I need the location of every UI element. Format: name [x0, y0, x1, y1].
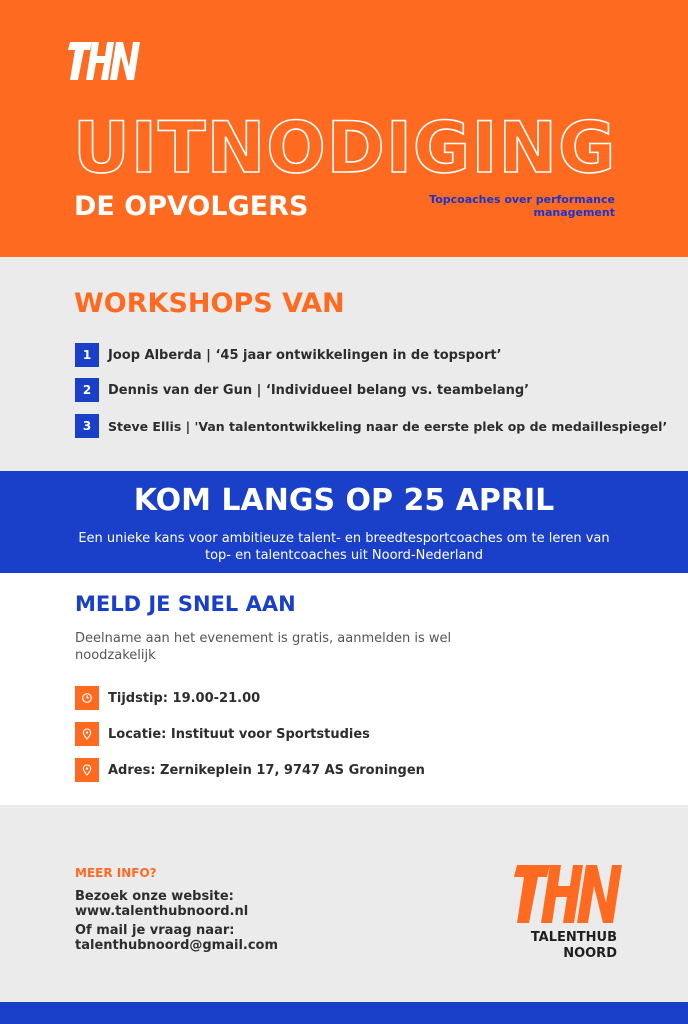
location-pin-icon: [75, 722, 99, 746]
header-banner: [0, 0, 688, 257]
address-text: Adres: Zernikeplein 17, 9747 AS Groningen: [108, 762, 425, 778]
bottom-bar: [0, 1002, 688, 1024]
talenthub-logo: [514, 864, 622, 924]
time-text: Tijdstip: 19.00-21.00: [108, 690, 261, 706]
detail-address: [75, 758, 425, 782]
thn-logo: [68, 41, 140, 81]
workshops-section: [0, 257, 688, 471]
clock-icon: [75, 686, 99, 710]
location-text: Locatie: Instituut voor Sportstudies: [108, 726, 370, 742]
workshop-item: [75, 378, 529, 402]
event-subtitle: DE OPVOLGERS: [74, 191, 309, 222]
detail-time: [75, 686, 260, 710]
mail-label: Of mail je vraag naar:: [75, 923, 235, 938]
register-section: [0, 573, 688, 805]
location-pin-icon: [75, 758, 99, 782]
date-description: Een unieke kans voor ambitieuze talent- en breedtesportcoaches om te leren van top- en talentcoaches uit Noord-Nederland: [78, 531, 610, 563]
workshop-title: Steve Ellis | 'Van talentontwikkeling naar de eerste plek op de medaillespiegel’: [108, 418, 668, 434]
workshop-number-badge: 3: [75, 414, 99, 438]
workshop-title: Joop Alberda | ‘45 jaar ontwikkelingen in de topsport’: [108, 347, 502, 363]
date-title: KOM LANGS OP 25 APRIL: [133, 483, 555, 518]
email-link[interactable]: talenthubnoord@gmail.com: [75, 938, 279, 953]
workshops-heading: WORKSHOPS VAN: [74, 288, 345, 319]
detail-location: [75, 722, 370, 746]
workshop-title: Dennis van der Gun | ‘Individueel belang vs. teambelang’: [108, 382, 530, 398]
date-banner: [0, 471, 688, 573]
workshop-item: [75, 414, 667, 438]
website-link[interactable]: www.talenthubnoord.nl: [75, 904, 249, 919]
brand-name-line2: NOORD: [563, 946, 617, 961]
workshop-number-badge: 2: [75, 378, 99, 402]
register-heading: MELD JE SNEL AAN: [75, 592, 296, 616]
more-info-heading: MEER INFO?: [75, 866, 157, 880]
workshop-item: [75, 343, 502, 367]
event-tagline: Topcoaches over performance management: [429, 193, 615, 219]
register-description: Deelname aan het evenement is gratis, aanmelden is wel noodzakelijk: [75, 631, 452, 663]
brand-name-line1: TALENTHUB: [530, 930, 617, 945]
footer-section: [0, 805, 688, 1002]
workshop-number-badge: 1: [75, 343, 99, 367]
invitation-title: UITNODIGING: [73, 107, 617, 189]
website-label: Bezoek onze website:: [75, 889, 234, 904]
